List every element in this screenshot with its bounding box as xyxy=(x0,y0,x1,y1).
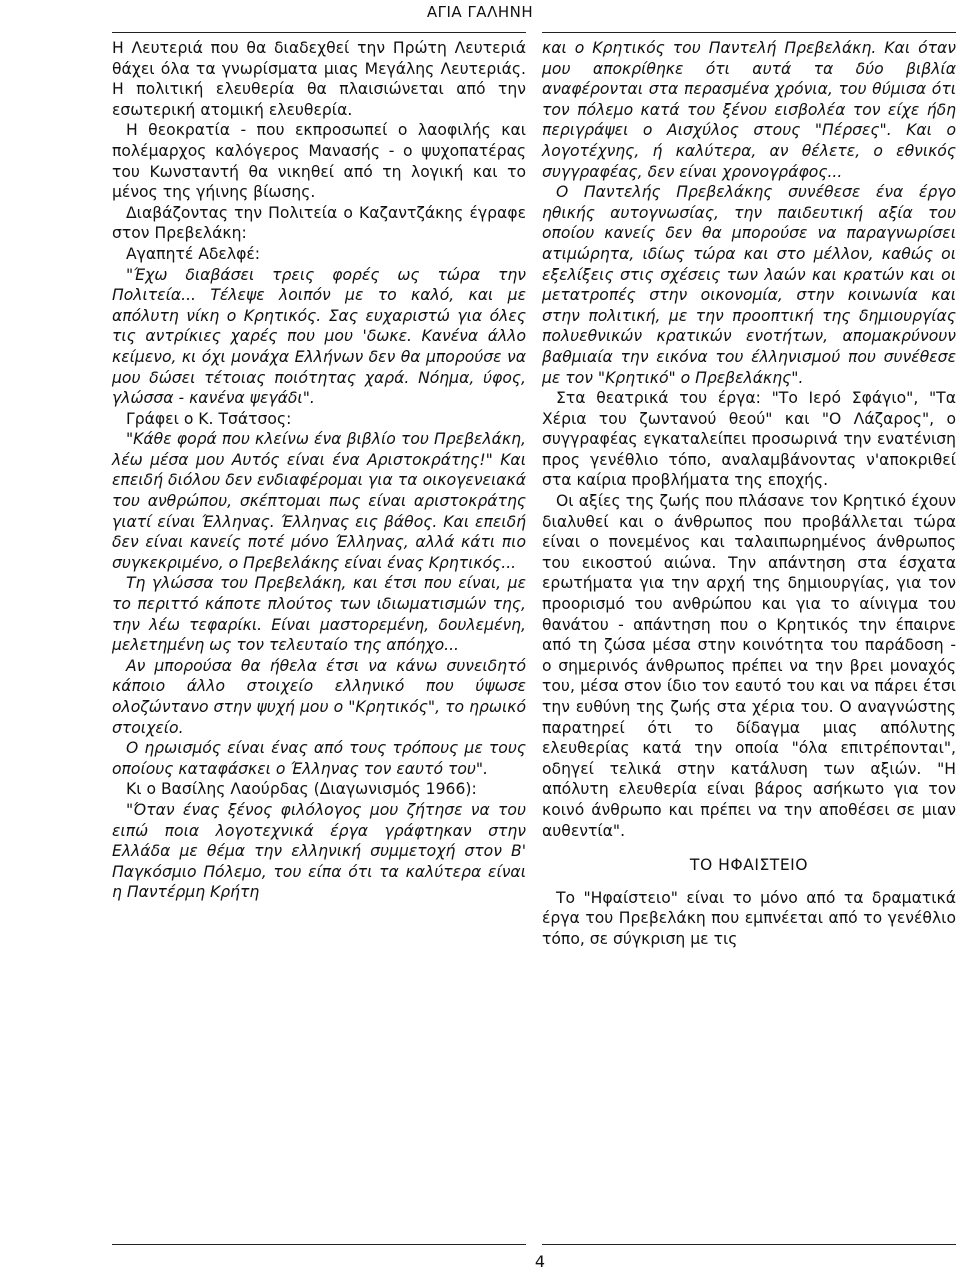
quote-paragraph: Ο ηρωισμός είναι ένας από τους τρόπους με τους οποίους καταφάσκει ο Έλληνας τον εαυτό του". xyxy=(112,739,526,778)
header-rule-left xyxy=(112,32,526,33)
page-number: 4 xyxy=(534,1252,546,1271)
quote-paragraph: και ο Κρητικός του Παντελή Πρεβελάκη. Και όταν μου αποκρίθηκε ότι αυτά τα δύο βιβλία αναφέρονται στα περασμένα χρόνια, του θύμισα ότι τον πόλεμο κατά του ξένου εισβολέα τον είχε ήδη περιγράψει ο Αισχύλος στους "Πέρσες". Και ο λογοτέχνης, ή καλύτερα, αν θέλετε, ο εθνικός συγγραφέας, δεν είναι χρονογράφος... xyxy=(542,39,956,181)
paragraph: Στα θεατρικά του έργα: "Το Ιερό Σφάγιο", "Τα Χέρια του ζωντανού θεού" και "Ο Λάζαρος", ο συγγραφέας εγκαταλείπει προσωρινά την ενατένιση προς γενέθλιο τόπο, αναλαμβάνοντας ν'αποκριθεί στα καίρια προβλήματα της εποχής. xyxy=(542,389,956,490)
footer-rule-left xyxy=(112,1244,526,1245)
quote-paragraph: "Όταν ένας ξένος φιλόλογος μου ζήτησε να του ειπώ ποια λογοτεχνικά έργα γράφτηκαν στην Ελλάδα με θέμα την ελληνική συμμετοχή στον Β' Παγκόσμιο Πόλεμο, του είπα ότι τα καλύτερα είναι η Παντέρμη Κρήτη xyxy=(112,800,526,902)
footer-rule-right xyxy=(542,1244,956,1245)
paragraph: Η θεοκρατία - που εκπροσωπεί ο λαοφιλής και πολέμαρχος καλόγερος Μανασής - ο ψυχοπατέρας του Κωνσταντή θα νικηθεί από τη λογική και το μένος της γήινης βίωσης. xyxy=(112,121,526,202)
quote-paragraph: "Έχω διαβάσει τρεις φορές ως τώρα την Πολιτεία... Τέλεψε λοιπόν με το καλό, και με απόλυτη νίκη ο Κρητικός. Σας ευχαριστώ για όλες τις αντρίκιες χαρές που μου 'δωκε. Κανένα άλλο κείμενο, κι όχι μονάχα Ελλήνων δεν θα μπορούσε να μου δώσει τέτοιας ποιότητας χαρά. Νόημα, ύφος, γλώσσα - κανένα ψεγάδι". xyxy=(112,265,526,408)
quote-paragraph: Αν μπορούσα θα ήθελα έτσι να κάνω συνειδητό κάποιο άλλο στοιχείο ελληνικό που ύψωσε ολοζώντανο στην ψυχή μου ο "Κρητικός", το ηρωικό στοιχείο. xyxy=(112,656,526,737)
paragraph: Το "Ηφαίστειο" είναι το μόνο από τα δραματικά έργα του Πρεβελάκη που εμπνέεται από το γενέθλιο τόπο, σε σύγκριση με τις xyxy=(542,888,956,948)
quote-paragraph xyxy=(112,429,526,573)
running-header: ΑΓΙΑ ΓΑΛΗΝΗ xyxy=(426,3,534,21)
quote-opening: "Κάθε φορά που κλείνω ένα βιβλίο του Πρεβελάκη, λέω μέσα μου Αυτός είναι ένα Αριστοκράτης!" xyxy=(112,430,526,469)
quote-paragraph: Τη γλώσσα του Πρεβελάκη, και έτσι που είναι, με το περιττό κάποτε πλούτος των ιδιωματισμών της, την λέω τεφαρίκι. Είναι μαστορεμένη, δουλεμένη, μελετημένη ως τον τελευταίο της απόηχο... xyxy=(112,574,526,655)
paragraph: Διαβάζοντας την Πολιτεία ο Καζαντζάκης έγραφε στον Πρεβελάκη: xyxy=(112,203,526,243)
right-column xyxy=(542,38,956,950)
paragraph: Οι αξίες της ζωής που πλάσανε τον Κρητικό έχουν διαλυθεί και ο άνθρωπος που προβάλλεται τώρα είναι ο πονεμένος και ταλαιπωρημένος άνθρωπος του εικοστού αιώνα. Την απάντηση στα έσχατα ερωτήματα για την αρχή της δημιουργίας, για τον προορισμό του ανθρώπου και για το αίνιγμα του θανάτου - απάντηση που ο Κρητικός την έπαιρνε από τη ζώσα μέσα στην κοινότητα του παράδοση - ο σημερινός άνθρωπος πρέπει να την βρει μοναχός του, μέσα στον ίδιο τον εαυτό του και να πάρει έτσι την ευθύνη της ζωής στα χέρια του. Ο αναγνώστης παρατηρεί ότι το δίδαγμα μιας απόλυτης ελευθερίας κατά την οποία "όλα επιτρέπονται", οδηγεί τελικά στην κατάλυση των αξιών. "Η απόλυτη ελευθερία είναι βάρος ασήκωτο για τον κοινό άνθρωπο και πρέπει να την αποθέσει σε μιαν αυθεντία". xyxy=(542,492,956,840)
section-title: ΤΟ ΗΦΑΙΣΤΕΙΟ xyxy=(689,856,809,875)
quote-paragraph: Ο Παντελής Πρεβελάκης συνέθεσε ένα έργο ηθικής αυτογνωσίας, την παιδευτική αξία του οποίου κανείς δεν θα μπορούσε να παραγνωρίσει ατιμώρητα, ιδίως τώρα και στο μέλλον, καθώς οι εξελίξεις στις σχέσεις των λαών και κρατών και οι μετατροπές στην οικονομία, στην κοινωνία και στην πολιτική, με την προοπτική της δημιουργίας πολυεθνικών κρατικών ενοτήτων, απομακρύνουν βαθμιαία την εικόνα του έλληνισμού που συνέθεσε με τον "Κρητικό" ο Πρεβελάκης". xyxy=(542,183,956,387)
header-rule-right xyxy=(542,32,956,33)
quote-continuation: Και επειδή διόλου δεν ενδιαφέρομαι για τα οικογενειακά του ανθρώπου, σκέπτομαι πως είναι αριστοκράτης γιατί είναι Έλληνας. Έλληνας εις βάθος. Και επειδή δεν είναι κανείς ποτέ μόνο Έλληνας, αλλά κάτι πιο συγκεκριμένο, ο Πρεβελάκης είναι ένας Κρητικός... xyxy=(112,450,526,572)
left-column xyxy=(112,38,526,903)
paragraph: Γράφει ο Κ. Τσάτσος: xyxy=(126,409,292,428)
letter-salutation: Αγαπητέ Αδελφέ: xyxy=(126,244,261,263)
paragraph: Κι ο Βασίλης Λαούρδας (Διαγωνισμός 1966): xyxy=(126,780,477,799)
paragraph: Η Λευτεριά που θα διαδεχθεί την Πρώτη Λευτεριά θάχει όλα τα γνωρίσματα μιας Μεγάλης Λευτεριάς. Η πολιτική ελευθερία θα πλαισιώνεται από την εσωτερική ατομική ελευθερία. xyxy=(112,39,526,119)
